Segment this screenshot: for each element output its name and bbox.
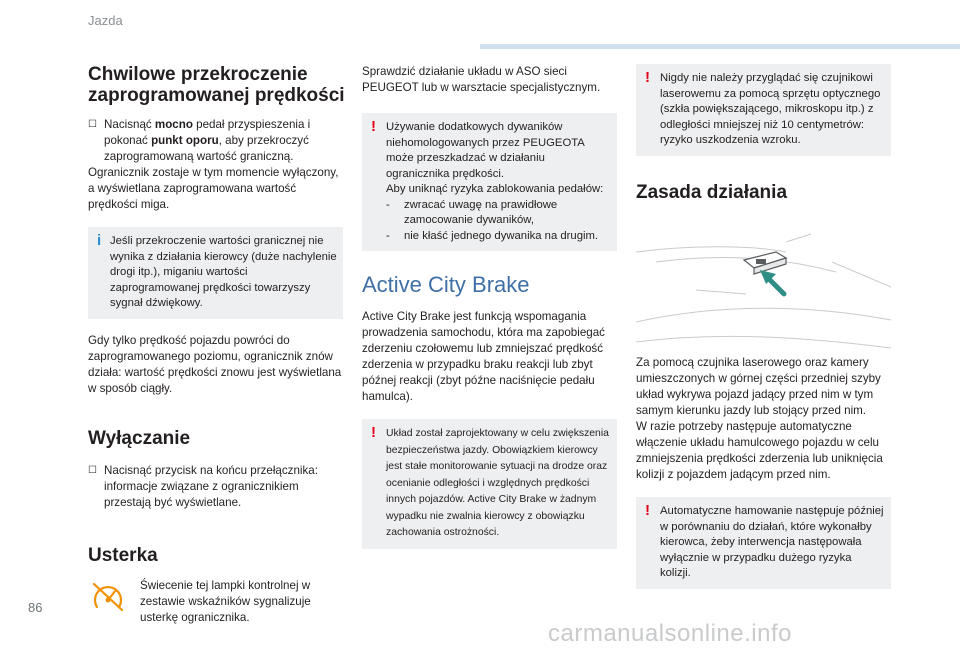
- column-3-lower: [636, 355, 891, 589]
- section-title-operation: Zasada działania: [636, 181, 788, 203]
- paragraph-acb: Active City Brake jest funkcją wspomagania prowadzenia samochodu, która ma zapobiegać zderzeniu czołowemu lub zmniejszać prędkość zderzenia w przypadku braku reakcji lub zbyt późnej reakcji (zbyt późne naciśnięcie pedału hamulca).: [362, 310, 605, 403]
- warning-braking-text: Automatyczne hamowanie następuje później w porównaniu do działań, które wykonałby kierowca, żeby interwencja następowała wyłącznie w przypadku dużego ryzyka kolizji.: [660, 505, 884, 579]
- paragraph-limiter-off: Ogranicznik zostaje w tym momencie wyłączony, a wyświetlana zaprogramowana wartość prędkości miga.: [88, 166, 339, 211]
- warning-icon: !: [371, 424, 376, 441]
- bullet-text: Nacisnąć mocno pedał przyspieszenia i pokonać punkt oporu, aby przekroczyć zaprogramowaną wartość graniczną.: [104, 118, 311, 163]
- checkbox-bullet-icon: ☐: [88, 464, 97, 476]
- column-2: [362, 64, 617, 549]
- fault-text: Świecenie tej lampki kontrolnej w zestawie wskaźników sygnalizuje usterkę ogranicznika.: [140, 578, 311, 624]
- header-bar: [480, 44, 960, 49]
- bullet-accelerate: [88, 117, 343, 165]
- column-1: [88, 64, 343, 626]
- warning-mats-item: - nie kłaść jednego dywanika na drugim.: [386, 229, 599, 242]
- watermark: carmanualsonline.info: [548, 620, 792, 647]
- warning-note-laser: [636, 64, 891, 156]
- windshield-sensor-illustration: [636, 232, 891, 350]
- bullet-off-text: Nacisnąć przycisk na końcu przełącznika: informacje związane z ogranicznikiem przestają być wyświetlane.: [104, 463, 318, 509]
- warning-note-acb: [362, 419, 617, 549]
- section-title-fault: Usterka: [88, 544, 158, 566]
- paragraph-sensor: Za pomocą czujnika laserowego oraz kamery umieszczonych w górnej części przedniej szyby układ wykrywa pojazd jadący przed nim w tym samym kierunku jazdy lub stojący przed nim.: [636, 356, 881, 417]
- speed-limiter-fault-icon: [88, 578, 140, 618]
- paragraph-braking: W razie potrzeby następuje automatyczne włączenie układu hamulcowego pojazdu w celu zmniejszenia prędkości zderzenia lub uniknięcia kolizji z pojazdem jadącym przed nim.: [636, 420, 883, 481]
- section-title-off: Wyłączanie: [88, 427, 191, 449]
- info-note-text: Jeśli przekroczenie wartości granicznej nie wynika z działania kierowcy (duże nachylenie drogi itp.), miganiu wartości zaprogramowanej prędkości towarzyszy sygnał dźwiękowy.: [110, 235, 337, 309]
- warning-icon: !: [645, 69, 650, 86]
- section-title-temporary-exceed: Chwilowe przekroczenie zaprogramowanej prędkości: [88, 64, 345, 106]
- warning-acb-text: Układ został zaprojektowany w celu zwiększenia bezpieczeństwa jazdy. Obowiązkiem kierowcy jest stałe monitorowanie sytuacji na drodze oraz ocenianie odległości i względnych prędkości innych pojazdów. Active City Brake w żadnym wypadku nie zwalnia kierowcy z obowiązku zachowania ostrożności.: [386, 428, 609, 538]
- bullet-off: [88, 463, 343, 511]
- warning-laser-text: Nigdy nie należy przyglądać się czujnikowi laserowemu za pomocą sprzętu optycznego (szkła powiększającego, mikroskopu itp.) z odległości mniejszej niż 10 centymetrów: ryzyko uszkodzenia wzroku.: [660, 72, 881, 146]
- info-note: [88, 227, 343, 319]
- paragraph-check-aso: Sprawdzić działanie układu w ASO sieci PEUGEOT lub w warsztacie specjalistycznym.: [362, 65, 601, 94]
- warning-icon: !: [371, 118, 376, 135]
- column-3: [636, 64, 891, 203]
- info-icon: i: [97, 232, 102, 249]
- warning-mats-intro: Używanie dodatkowych dywaników niehomologowanych przez PEUGEOTA może przeszkadzać w działaniu ogranicznika prędkości.: [386, 121, 585, 180]
- paragraph-speed-return: Gdy tylko prędkość pojazdu powróci do zaprogramowanego poziomu, ogranicznik znów działa: wartość prędkości znowu jest wyświetlana w sposób ciągły.: [88, 333, 342, 395]
- warning-mats-item: - zwracać uwagę na prawidłowe zamocowanie dywaników,: [386, 198, 558, 226]
- section-title-acb: Active City Brake: [362, 272, 530, 297]
- page-number: 86: [28, 600, 43, 615]
- warning-note-braking: [636, 497, 891, 589]
- warning-note-mats: [362, 113, 617, 251]
- checkbox-bullet-icon: ☐: [88, 119, 97, 130]
- fault-row: [88, 578, 343, 626]
- section-header: Jazda: [88, 13, 123, 28]
- pointer-arrow-icon: [760, 270, 784, 294]
- warning-mats-lead: Aby uniknąć ryzyka zablokowania pedałów:: [386, 183, 604, 195]
- warning-icon: !: [645, 502, 650, 519]
